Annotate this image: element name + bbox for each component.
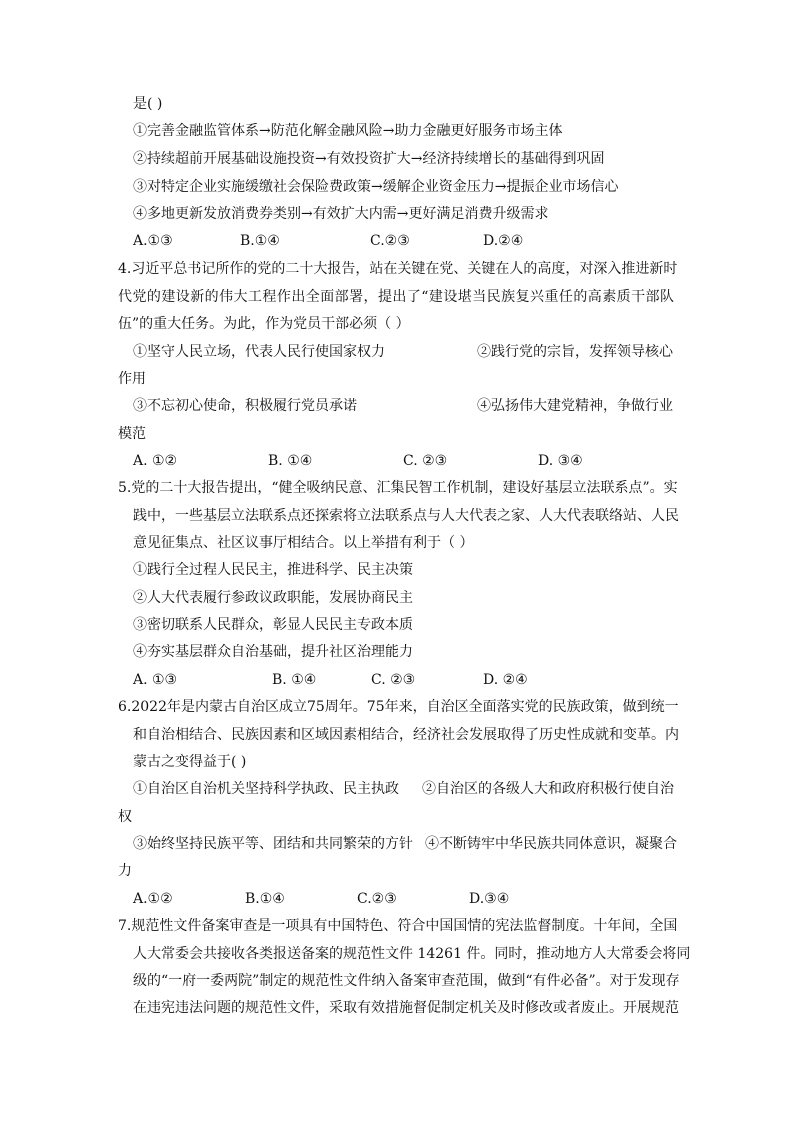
- q6-item-2-cont: 权: [118, 809, 132, 825]
- q6-item-3: ③始终坚持民族平等、团结和共同繁荣的方针: [133, 836, 413, 852]
- q4-item-3: ③不忘初心使命，积极履行党员承诺: [133, 398, 357, 414]
- q3-item-1: ①完善金融监管体系→防范化解金融风险→助力金融更好服务市场主体: [133, 123, 563, 139]
- q5-item-2: ②人大代表履行参政议政职能，发展协商民主: [133, 590, 413, 606]
- q6-item-2: ②自治区的各级人大和政府积极行使自治: [422, 781, 674, 797]
- q5-item-1: ①践行全过程人民民主，推进科学、民主决策: [133, 562, 413, 578]
- q4-item-2-cont: 作用: [118, 371, 146, 387]
- q4-item-4-cont: 模范: [118, 426, 146, 442]
- q3-item-4: ④多地更新发放消费券类别→有效扩大内需→更好满足消费升级需求: [133, 206, 549, 222]
- q6-option-b: B.①④: [245, 891, 285, 907]
- q5-option-a: A. ①③: [133, 672, 178, 688]
- q6-item-4: ④不断铸牢中华民族共同体意识，凝聚合: [425, 836, 677, 852]
- q5-stem-line-1: 5.党的二十大报告提出，“健全吸纳民意、汇集民智工作机制，建设好基层立法联系点”。实: [118, 480, 678, 496]
- q4-item-2: ②践行党的宗旨，发挥领导核心: [477, 344, 673, 360]
- q6-option-a: A.①②: [133, 891, 173, 907]
- q5-stem-line-2: 践中，一些基层立法联系点还探索将立法联系点与人大代表之家、人大代表联络站、人民: [133, 508, 679, 524]
- q6-item-4-cont: 力: [118, 863, 132, 879]
- q6-option-c: C.②③: [357, 891, 397, 907]
- q5-option-b: B. ①④: [272, 672, 317, 688]
- q4-option-d: D. ③④: [538, 453, 583, 469]
- q5-item-4: ④夯实基层群众自治基础，提升社区治理能力: [133, 644, 413, 660]
- q6-item-1: ①自治区自治机关坚持科学执政、民主执政: [133, 781, 399, 797]
- q4-stem-line-2: 代党的建设新的伟大工程作出全面部署，提出了“建设堪当民族复兴重任的高素质干部队: [118, 289, 674, 305]
- q3-option-b: B.①④: [240, 233, 280, 249]
- q7-stem-line-1: 7.规范性文件备案审查是一项具有中国特色、符合中国国情的宪法监督制度。十年间，全国: [118, 918, 678, 934]
- q7-stem-line-2: 人大常委会共接收各类报送备案的规范性文件 14261 件。同时，推动地方人大常委会将同: [133, 946, 691, 962]
- q4-stem-line-3: 伍”的重大任务。为此，作为党员干部必须（ ）: [118, 316, 410, 332]
- q6-stem-line-1: 6.2022年是内蒙古自治区成立75周年。75年来，自治区全面落实党的民族政策，做到统一: [118, 699, 679, 715]
- q5-option-c: C. ②③: [371, 672, 416, 688]
- q3-stem-tail: 是( ): [133, 96, 163, 112]
- q4-option-c: C. ②③: [403, 453, 448, 469]
- q3-item-2: ②持续超前开展基础设施投资→有效投资扩大→经济持续增长的基础得到巩固: [133, 151, 605, 167]
- q6-stem-line-2: 和自治相结合、民族因素和区域因素相结合，经济社会发展取得了历史性成就和变革。内: [133, 727, 679, 743]
- q4-stem-line-1: 4.习近平总书记所作的党的二十大报告，站在关键在党、关键在人的高度，对深入推进新时: [118, 261, 678, 277]
- q3-option-a: A.①③: [133, 233, 173, 249]
- q7-stem-line-3: 级的“一府一委两院”制定的规范性文件纳入备案审查范围，做到“有件必备”。对于发现存: [133, 973, 680, 989]
- q5-stem-line-3: 意见征集点、社区议事厅相结合。以上举措有利于（ ）: [133, 535, 474, 551]
- q4-option-b: B. ①④: [268, 453, 313, 469]
- q7-stem-line-4: 在违宪违法问题的规范性文件，采取有效措施督促制定机关及时修改或者废止。开展规范: [133, 1000, 679, 1016]
- q3-option-d: D.②④: [483, 233, 524, 249]
- q4-option-a: A. ①②: [133, 453, 178, 469]
- q3-item-3: ③对特定企业实施缓缴社会保险费政策→缓解企业资金压力→提振企业市场信心: [133, 179, 619, 195]
- q4-item-4: ④弘扬伟大建党精神，争做行业: [477, 398, 673, 414]
- q4-item-1: ①坚守人民立场，代表人民行使国家权力: [133, 344, 385, 360]
- q6-option-d: D.③④: [469, 891, 510, 907]
- q5-option-d: D. ②④: [483, 672, 528, 688]
- q3-option-c: C.②③: [370, 233, 410, 249]
- q5-item-3: ③密切联系人民群众，彰显人民民主专政本质: [133, 617, 413, 633]
- q6-stem-line-3: 蒙古之变得益于( ): [133, 754, 247, 770]
